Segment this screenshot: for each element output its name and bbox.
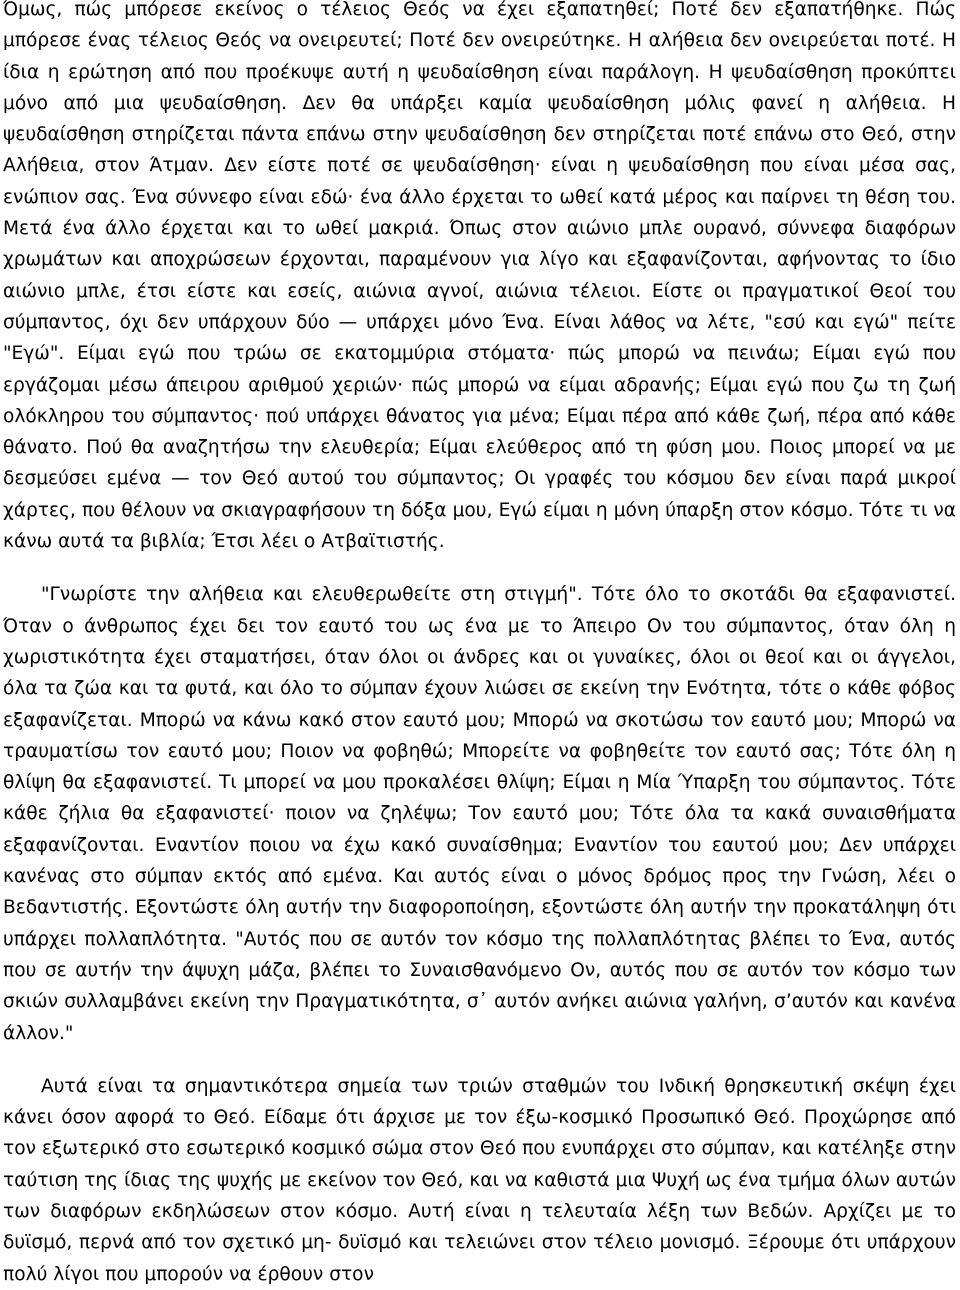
paragraph-2 (3, 579, 956, 1048)
paragraph-1-text: Όμως, πώς μπόρεσε εκείνος ο τέλειος Θεός να έχει εξαπατηθεί; Ποτέ δεν εξαπατήθηκε. Πώς μπόρεσε ένας τέλειος Θεός να ονειρευτεί; Ποτέ δεν ονειρεύτηκε. Η αλήθεια δεν ονειρεύεται ποτέ. Η ίδια η ερώτηση από που προέκυψε αυτή η ψευδαίσθηση είναι παράλογη. Η ψευδαίσθηση προκύπτει μόνο από μια ψευδαίσθηση. Δεν θα υπάρξει καμία ψευδαίσθηση μόλις φανεί η αλήθεια. Η ψευδαίσθηση στηρίζεται πάντα επάνω στην ψευδαίσθηση δεν στηρίζεται ποτέ επάνω στο Θεό, στην Αλήθεια, στον Άτμαν. Δεν είστε ποτέ σε ψευδαίσθηση· είναι η ψευδαίσθηση που είναι μέσα σας, ενώπιον σας. Ένα σύννεφο είναι εδώ· ένα άλλο έρχεται το ωθεί κατά μέρος και παίρνει τη θέση του. Μετά ένα άλλο έρχεται και το ωθεί μακριά. Όπως στον αιώνιο μπλε ουρανό, σύννεφα διαφόρων χρωμάτων και αποχρώσεων έρχονται, παραμένουν για λίγο και εξαφανίζονται, αφήνοντας το ίδιο αιώνιο μπλε, έτσι είστε και εσείς, αιώνια αγνοί, αιώνια τέλειοι. Είστε οι πραγματικοί Θεοί του σύμπαντος, όχι δεν υπάρχουν δύο — υπάρχει μόνο Ένα. Είναι λάθος να λέτε, "εσύ και εγώ" πείτε "Εγώ". Είμαι εγώ που τρώω σε εκατομμύρια στόματα· πώς μπορώ να πεινάω; Είμαι εγώ που εργάζομαι μέσω άπειρου αριθμού χεριών· πώς μπορώ να είμαι αδρανής; Είμαι εγώ που ζω τη ζωή ολόκληρου του σύμπαντος· πού υπάρχει θάνατος για μένα; Είμαι πέρα από κάθε ζωή, πέρα από κάθε θάνατο. Πού θα αναζητήσω την ελευθερία; Είμαι ελεύθερος από τη φύση μου. Ποιος μπορεί να με δεσμεύσει εμένα — τον Θεό αυτού του σύμπαντος; Οι γραφές του κόσμου δεν είναι παρά μικροί χάρτες, που θέλουν να σκιαγραφήσουν τη δόξα μου, Εγώ είμαι η μόνη ύπαρξη στον κόσμο. Τότε τι να κάνω αυτά τα βιβλία; Έτσι λέει ο Ατβαϊτιστής. (3, 0, 956, 553)
paragraph-3-text: Αυτά είναι τα σημαντικότερα σημεία των τριών σταθμών του Ινδική θρησκευτική σκέψη έχει κάνει όσον αφορά το Θεό. Είδαμε ότι άρχισε με τον έξω-κοσμικό Προσωπικό Θεό. Προχώρησε από τον εξωτερικό στο εσωτερικό κοσμικό σώμα στον Θεό που ενυπάρχει στο σύμπαν, και κατέληξε στην ταύτιση της ίδιας της ψυχής με εκείνον τον Θεό, και να καθιστά μια Ψυχή ως ένα τμήμα όλων αυτών των διαφόρων εκδηλώσεων στον κόσμο. Αυτή είναι η τελευταία λέξη των Βεδών. Αρχίζει με το δυϊσμό, περνά από τον σχετικό μη- δυϊσμό και τελειώνει στον τέλειο μονισμό. Ξέρουμε ότι υπάρχουν πολύ λίγοι που μπορούν να έρθουν στον (3, 1075, 956, 1285)
paragraph-3 (3, 1071, 956, 1290)
paragraph-1 (3, 0, 956, 557)
paragraph-2-text: "Γνωρίστε την αλήθεια και ελευθερωθείτε στη στιγμή". Τότε όλο το σκοτάδι θα εξαφανιστεί. Όταν ο άνθρωπος έχει δει τον εαυτό του ως ένα με το Άπειρο Ον του σύμπαντος, όταν όλη η χωριστικότητα έχει σταματήσει, όταν όλοι οι άνδρες και οι γυναίκες, όλοι οι θεοί και οι άγγελοι, όλα τα ζώα και τα φυτά, και όλο το σύμπαν έχουν λιώσει σε εκείνη την Ενότητα, τότε ο κάθε φόβος εξαφανίζεται. Μπορώ να κάνω κακό στον εαυτό μου; Μπορώ να σκοτώσω τον εαυτό μου; Μπορώ να τραυματίσω τον εαυτό μου; Ποιον να φοβηθώ; Μπορείτε να φοβηθείτε τον εαυτό σας; Τότε όλη η θλίψη θα εξαφανιστεί. Τι μπορεί να μου προκαλέσει θλίψη; Είμαι η Μία Ύπαρξη του σύμπαντος. Τότε κάθε ζήλια θα εξαφανιστεί· ποιον να ζηλέψω; Τον εαυτό μου; Τότε όλα τα κακά συναισθήματα εξαφανίζονται. Εναντίον ποιου να έχω κακό συναίσθημα; Εναντίον του εαυτού μου; Δεν υπάρχει κανένας στο σύμπαν εκτός από εμένα. Και αυτός είναι ο μόνος δρόμος προς την Γνώση, λέει ο Βεδαντιστής. Εξοντώστε όλη αυτήν την διαφοροποίηση, εξοντώστε όλη αυτήν την προκατάληψη ότι υπάρχει πολλαπλότητα. "Αυτός που σε αυτόν τον κόσμο της πολλαπλότητας βλέπει το Ένα, αυτός που σε αυτήν την άψυχη μάζα, βλέπει το Συναισθανόμενο Ον, αυτός που σε αυτόν τον κόσμο των σκιών συλλαμβάνει εκείνη την Πραγματικότητα, σ᾽ αυτόν ανήκει αιώνια γαλήνη, σ’αυτόν και κανένα άλλον." (3, 584, 956, 1044)
